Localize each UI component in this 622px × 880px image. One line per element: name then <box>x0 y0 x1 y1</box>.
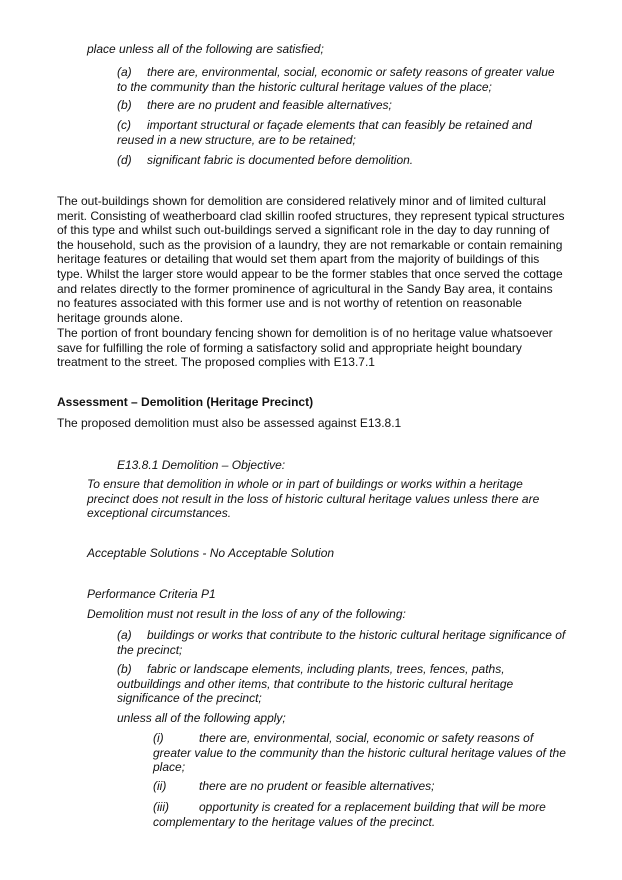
sub-item-label: (iii) <box>153 800 169 814</box>
intro-item-c <box>117 118 557 147</box>
intro-item-text: important structural or façade elements that can feasibly be retained and reused in a new structure, are to be retained; <box>117 118 532 147</box>
sub-item-label: (ii) <box>153 779 167 793</box>
sub-item-i <box>153 731 573 775</box>
intro-item-text: significant fabric is documented before demolition. <box>147 153 414 167</box>
sub-item-iii <box>153 800 573 829</box>
paragraph-assessment: The proposed demolition must also be assessed against E13.8.1 <box>57 416 402 430</box>
section-heading: Assessment – Demolition (Heritage Precinct) <box>57 395 314 409</box>
paragraph-outbuildings: The out-buildings shown for demolition are considered relatively minor and of limited cultural merit. Consisting of weatherboard clad skillin roofed structures, they represent typical structures of this type and whilst such out-buildings served a significant role in the day to day running of the household, such as the provision of a laundry, they are not remarkable or contain remaining heritage features or detailing that would set them apart from the majority of buildings of this type. Whilst the larger store would appear to be the former stables that once served the cottage and relates directly to the former prominence of agricultural in the Sandy Bay area, it contains no features associated with this former use and is not worthy of retention on reasonable heritage grounds alone. <box>57 194 565 325</box>
pc-item-a <box>117 628 579 657</box>
intro-line: place unless all of the following are satisfied; <box>87 42 324 56</box>
intro-item-text: there are no prudent and feasible alternatives; <box>147 98 392 112</box>
pc-item-text: fabric or landscape elements, including plants, trees, fences, paths, outbuildings and other items, that contribute to the historic cultural heritage significance of the precinct; <box>117 662 514 706</box>
pc-item-label: (b) <box>117 662 132 676</box>
sub-item-text: there are no prudent or feasible alternatives; <box>199 779 435 793</box>
objective-text: To ensure that demolition in whole or in part of buildings or works within a heritage precinct does not result in the loss of historic cultural heritage values unless there are exceptional circumstances. <box>87 477 540 521</box>
pc-item-label: (a) <box>117 628 132 642</box>
intro-item-a <box>117 65 557 94</box>
intro-item-d <box>117 153 557 168</box>
acceptable-solutions: Acceptable Solutions - No Acceptable Solution <box>87 546 335 560</box>
pc-item-text: buildings or works that contribute to the historic cultural heritage significance of the precinct; <box>117 628 566 657</box>
intro-item-text: there are, environmental, social, economic or safety reasons of greater value to the community than the historic cultural heritage values of the place; <box>117 65 555 94</box>
sub-item-ii <box>153 779 573 794</box>
performance-criteria-title: Performance Criteria P1 <box>87 587 216 601</box>
objective-title: E13.8.1 Demolition – Objective: <box>117 458 286 472</box>
intro-item-label: (c) <box>117 118 131 132</box>
unless-line: unless all of the following apply; <box>117 711 286 725</box>
intro-item-label: (a) <box>117 65 132 79</box>
paragraph-fencing: The portion of front boundary fencing shown for demolition is of no heritage value whatsoever save for fulfilling the role of forming a satisfactory solid and appropriate height boundary treatment to the street. The proposed complies with E13.7.1 <box>57 326 553 370</box>
sub-item-text: there are, environmental, social, economic or safety reasons of greater value to the community than the historic cultural heritage values of the place; <box>153 731 566 775</box>
intro-item-label: (b) <box>117 98 132 112</box>
sub-item-text: opportunity is created for a replacement building that will be more complementary to the heritage values of the precinct. <box>153 800 546 829</box>
sub-item-label: (i) <box>153 731 164 745</box>
performance-criteria-intro: Demolition must not result in the loss of any of the following: <box>87 607 406 621</box>
intro-item-b <box>117 98 557 113</box>
pc-item-b <box>117 662 547 706</box>
intro-item-label: (d) <box>117 153 132 167</box>
